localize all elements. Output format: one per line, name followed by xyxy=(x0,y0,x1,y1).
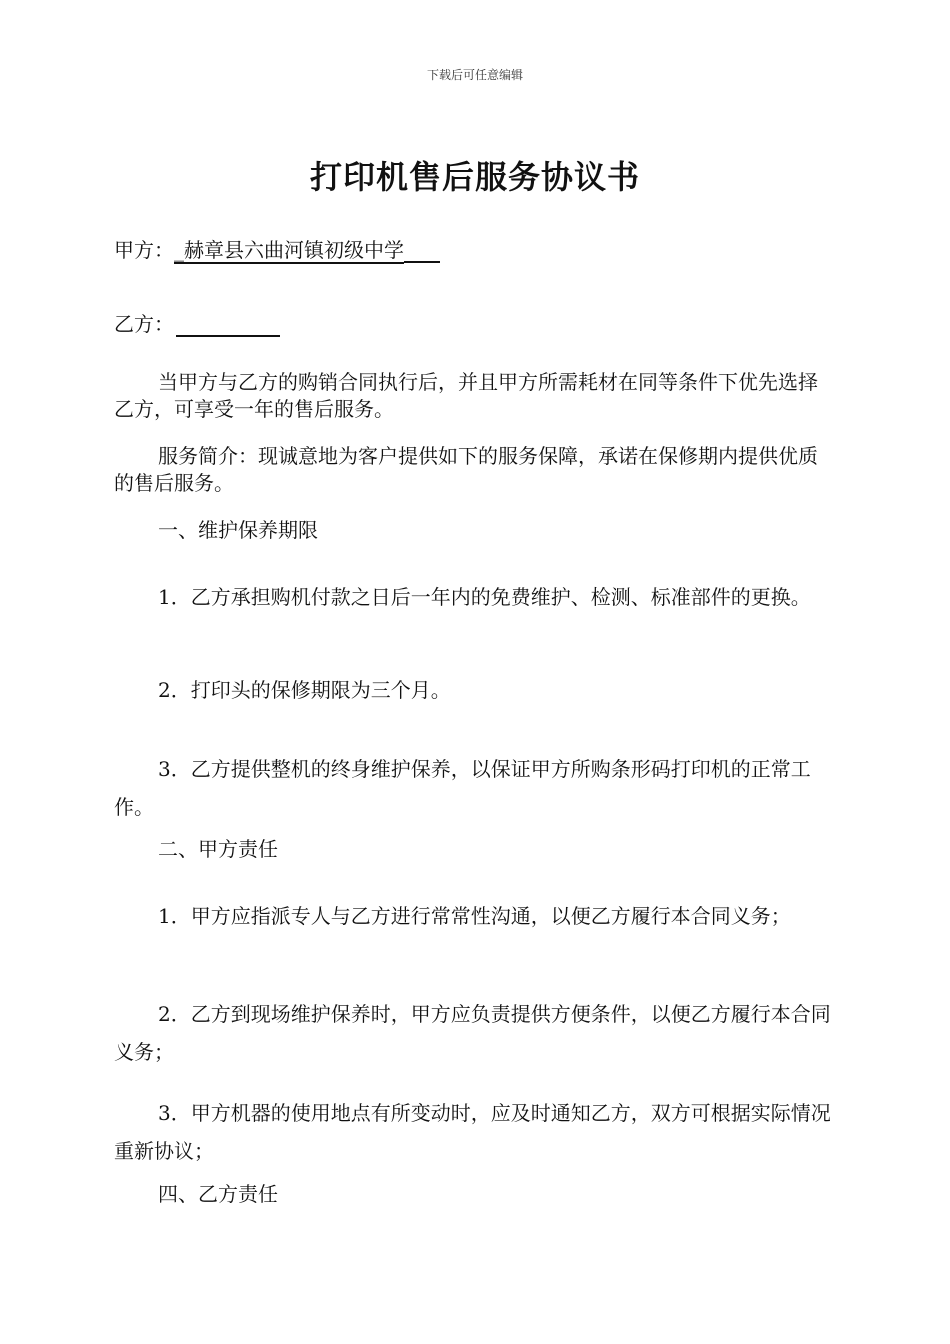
intro-paragraph: 当甲方与乙方的购销合同执行后，并且甲方所需耗材在同等条件下优先选择乙方，可享受一年的售后服务。 xyxy=(114,370,818,421)
party-a-label: 甲方： xyxy=(114,238,174,262)
party-a-line xyxy=(114,234,440,263)
section4-heading: 四、乙方责任 xyxy=(158,1182,278,1206)
section1-item1: 1．乙方承担购机付款之日后一年内的免费维护、检测、标准部件的更换。 xyxy=(158,585,811,609)
section2-item3: 3．甲方机器的使用地点有所变动时，应及时通知乙方，双方可根据实际情况重新协议； xyxy=(114,1101,831,1163)
party-a-trailing-blank xyxy=(404,239,440,263)
document-title: 打印机售后服务协议书 xyxy=(309,158,640,196)
party-b-line xyxy=(114,308,280,337)
section1-item3: 3．乙方提供整机的终身维护保养，以保证甲方所购条形码打印机的正常工作。 xyxy=(114,757,811,819)
service-summary-paragraph: 服务简介：现诚意地为客户提供如下的服务保障，承诺在保修期内提供优质的售后服务。 xyxy=(114,444,818,495)
party-b-label: 乙方： xyxy=(114,312,174,336)
section2-item2: 2．乙方到现场维护保养时，甲方应负责提供方便条件，以便乙方履行本合同义务； xyxy=(114,1002,831,1064)
section1-heading: 一、维护保养期限 xyxy=(158,518,318,542)
section1-item2: 2．打印头的保修期限为三个月。 xyxy=(158,678,451,702)
section2-heading: 二、甲方责任 xyxy=(158,837,278,861)
party-b-blank xyxy=(176,313,280,337)
party-a-name: _赫章县六曲河镇初级中学 xyxy=(174,238,404,262)
header-note: 下载后可任意编辑 xyxy=(426,68,523,82)
section2-item1: 1．甲方应指派专人与乙方进行常常性沟通，以便乙方履行本合同义务； xyxy=(158,904,791,928)
